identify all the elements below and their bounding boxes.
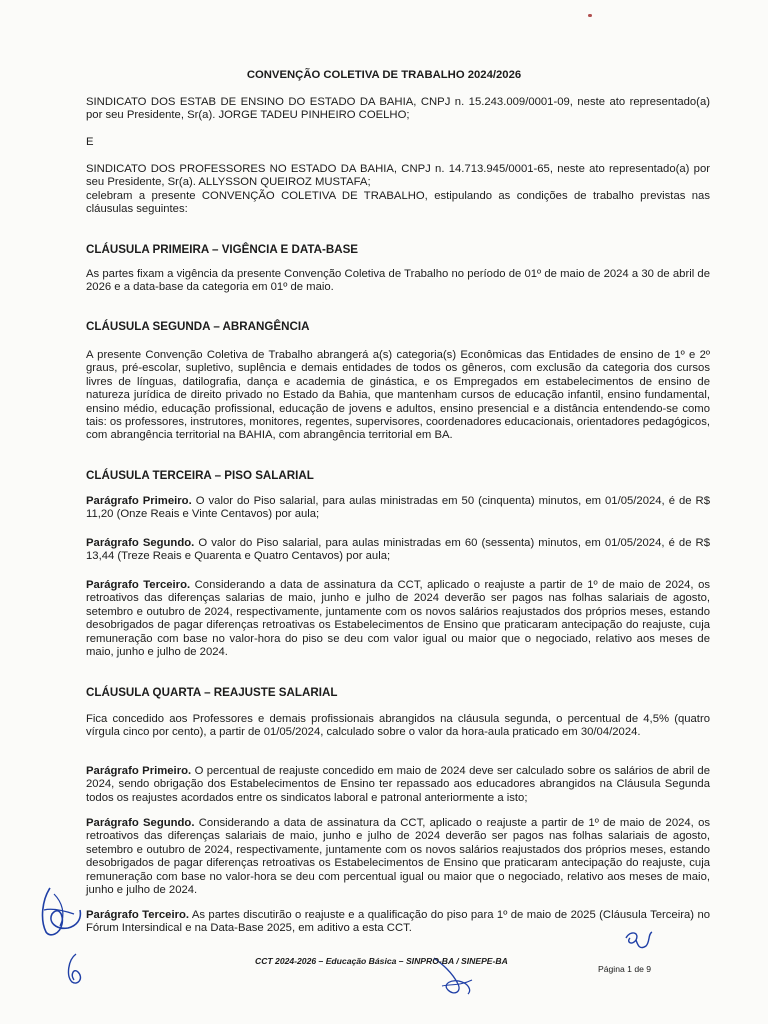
clause-1-heading: CLÁUSULA PRIMEIRA – VIGÊNCIA E DATA-BASE <box>86 243 359 256</box>
paragraph-text: O valor do Piso salarial, para aulas ministradas em 60 (sessenta) minutos, em 01/05/2024, é de R$ 13,44 (Treze Reais e Quarenta e Quatro Centavos) por aula; <box>86 537 711 563</box>
clause-4-paragraph-1 <box>86 765 710 805</box>
footer-reference: CCT 2024-2026 – Educação Básica – SINPRO-BA / SINEPE-BA <box>255 956 508 966</box>
party-1: SINDICATO DOS ESTAB DE ENSINO DO ESTADO DA BAHIA, CNPJ n. 15.243.009/0001-09, neste ato representado(a) por seu Presidente, Sr(a). JORGE TADEU PINHEIRO COELHO; <box>86 96 710 122</box>
clause-3-paragraph-3 <box>86 579 710 659</box>
clause-3-heading: CLÁUSULA TERCEIRA – PISO SALARIAL <box>86 469 314 482</box>
party-2: SINDICATO DOS PROFESSORES NO ESTADO DA BAHIA, CNPJ n. 14.713.945/0001-65, neste ato representado(a) por seu Presidente, Sr(a). ALLYSSON QUEIROZ MUSTAFA; <box>86 163 710 189</box>
paragraph-text: O valor do Piso salarial, para aulas ministradas em 50 (cinquenta) minutos, em 01/05/2024, é de R$ 11,20 (Onze Reais e Vinte Centavos) por aula; <box>86 495 710 521</box>
intro-paragraph: celebram a presente CONVENÇÃO COLETIVA DE TRABALHO, estipulando as condições de trabalho previstas nas cláusulas seguintes: <box>86 190 710 216</box>
clause-3-paragraph-1 <box>86 495 710 522</box>
clause-4-heading: CLÁUSULA QUARTA – REAJUSTE SALARIAL <box>86 686 338 699</box>
clause-4-text: Fica concedido aos Professores e demais profissionais abrangidos na cláusula segunda, o percentual de 4,5% (quatro vírgula cinco por cento), a partir de 01/05/2024, calculado sobre o valor da hora-aula praticado em 30/04/2024. <box>86 713 710 739</box>
paragraph-label: Parágrafo Terceiro. <box>86 579 191 591</box>
paragraph-text: O percentual de reajuste concedido em maio de 2024 deve ser calculado sobre os salários de abril de 2024, sendo obrigação dos Estabelecimentos de Ensino ter repassado aos educadores abrangidos na Cláusula Segunda todos os reajustes acordados entre os sindicatos laboral e patronal anteriormente a isto; <box>86 765 710 804</box>
clause-3-paragraph-2 <box>86 537 710 564</box>
signature-initials-left <box>32 880 92 950</box>
clause-1-text: As partes fixam a vigência da presente Convenção Coletiva de Trabalho no período de 01º de maio de 2024 a 30 de abril de 2026 e a data-base da categoria em 01º de maio. <box>86 268 710 294</box>
paragraph-label: Parágrafo Segundo. <box>86 817 195 829</box>
paragraph-text: Considerando a data de assinatura da CCT, aplicado o reajuste a partir de 1º de maio de 2024, os retroativos das diferenças salarias de maio, junho e julho de 2024 deverão ser pagos nas folhas salariais de agosto, setembro e outubro de 2024, respectivamente, juntamente com os novos salários reajustados dos próprios meses, estando desobrigados de pagar diferenças retroativas os Estabelecimentos de Ensino que praticaram antecipação do reajuste, cuja remuneração com base no valor-hora do piso se deu com valor igual ou maior que o negociado, relativo aos meses de maio, junho e julho de 2024. <box>86 579 710 659</box>
paragraph-label: Parágrafo Primeiro. <box>86 495 192 507</box>
paragraph-label: Parágrafo Terceiro. <box>86 909 190 921</box>
clause-4-paragraph-3 <box>86 909 710 936</box>
signature-initials-right <box>618 926 658 956</box>
document-title: CONVENÇÃO COLETIVA DE TRABALHO 2024/2026 <box>246 69 522 81</box>
clause-4-paragraph-2 <box>86 817 710 897</box>
ink-dot <box>588 14 592 17</box>
paragraph-label: Parágrafo Segundo. <box>86 537 195 549</box>
paragraph-text: As partes discutirão o reajuste e a qualificação do piso para 1º de maio de 2025 (Cláusula Terceira) no Fórum Intersindical e na Data-Base 2025, em aditivo a esta CCT. <box>86 909 711 935</box>
paragraph-label: Parágrafo Primeiro. <box>86 765 192 777</box>
clause-2-text: A presente Convenção Coletiva de Trabalho abrangerá a(s) categoria(s) Econômicas das Entidades de ensino de 1º e 2º graus, pré-escolar, supletivo, suplência e demais entidades de todos os gêneros, com exclusão da categoria dos cursos livres de línguas, datilografia, dança e academia de ginástica, e os Empregados em estabelecimentos de ensino de natureza jurídica de direito privado no Estado da Bahia, que mantenham cursos de educação infantil, ensino fundamental, ensino médio, educação profissional, educação de jovens e adultos, ensino presencial e a distância entendendo-se como tais: os professores, instrutores, monitores, regentes, supervisores, coordenadores educacionais, orientadores pedagógicos, com abrangência territorial na BAHIA, com abrangência territorial em BA. <box>86 349 710 442</box>
clause-2-heading: CLÁUSULA SEGUNDA – ABRANGÊNCIA <box>86 320 310 333</box>
conjunction: E <box>86 136 94 148</box>
paragraph-text: Considerando a data de assinatura da CCT, aplicado o reajuste a partir de 1º de maio de 2024, os retroativos das diferenças salariais de maio, junho e julho de 2024 deverão ser pagos nas folhas salariais de agosto, setembro e outubro de 2024, respectivamente, juntamente com os novos salários reajustados dos próprios meses, estando desobrigados de pagar diferenças retroativas os Estabelecimentos de Ensino que praticaram antecipação do reajuste, cuja remuneração com base no valor-hora se deu com percentual igual ou maior que o negociado, relativo aos meses de maio, junho e julho de 2024. <box>86 817 711 897</box>
page-number: Página 1 de 9 <box>598 964 652 974</box>
signature-initials-lower <box>62 950 90 990</box>
